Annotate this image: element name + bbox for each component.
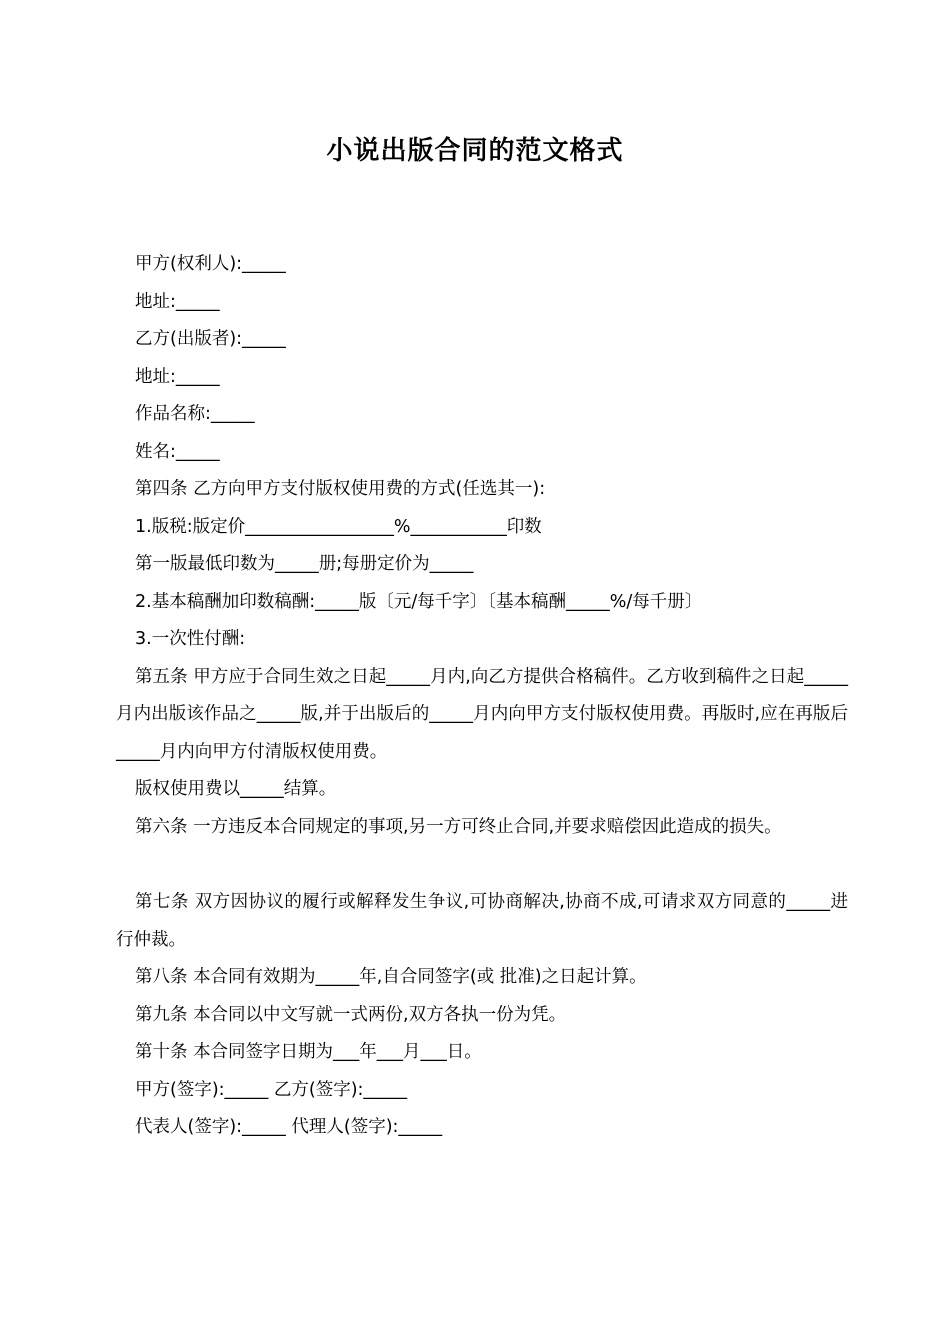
- article-5-paragraph: 第五条 甲方应于合同生效之日起_____月内,向乙方提供合格稿件。乙方收到稿件之日起_____月内出版该作品之_____版,并于出版后的_____月内向甲方支付版权使用费。再版时,应在再版后_____月内向甲方付清版权使用费。: [116, 666, 848, 762]
- document-title: 小说出版合同的范文格式: [326, 136, 624, 166]
- name-line: 姓名:_____: [135, 441, 220, 462]
- document-body: [116, 246, 848, 1147]
- article-9-line: 第九条 本合同以中文写就一式两份,双方各执一份为凭。: [135, 1004, 567, 1025]
- article-10-line: 第十条 本合同签字日期为___年___月___日。: [135, 1042, 482, 1062]
- article-4-heading: 第四条 乙方向甲方支付版权使用费的方式(任选其一):: [135, 479, 546, 499]
- royalty-option-line: 1.版税:版定价_________________%___________印数: [135, 516, 542, 537]
- paragraph-gap: [116, 846, 848, 884]
- party-b-address-line: 地址:_____: [135, 366, 220, 387]
- lump-sum-option-line: 3.一次性付酬:: [135, 629, 246, 649]
- party-b-line: 乙方(出版者):_____: [135, 329, 286, 349]
- signature-agents-line: 代表人(签字):_____ 代理人(签字):_____: [135, 1117, 443, 1137]
- first-edition-line: 第一版最低印数为_____册;每册定价为_____: [135, 554, 474, 574]
- article-7-paragraph: 第七条 双方因协议的履行或解释发生争议,可协商解决,协商不成,可请求双方同意的_____进行仲裁。: [116, 892, 848, 950]
- party-a-line: 甲方(权利人):_____: [135, 254, 286, 274]
- article-6-line: 第六条 一方违反本合同规定的事项,另一方可终止合同,并要求赔偿因此造成的损失。: [135, 816, 782, 837]
- signature-parties-line: 甲方(签字):_____ 乙方(签字):_____: [135, 1079, 408, 1100]
- article-8-line: 第八条 本合同有效期为_____年,自合同签字(或 批准)之日起计算。: [135, 967, 647, 987]
- work-title-line: 作品名称:_____: [135, 404, 255, 424]
- basic-fee-option-line: 2.基本稿酬加印数稿酬:_____版〔元/每千字〕〔基本稿酬_____%/每千册〕: [135, 591, 703, 612]
- party-a-address-line: 地址:_____: [135, 291, 220, 312]
- settlement-line: 版权使用费以_____结算。: [135, 779, 337, 799]
